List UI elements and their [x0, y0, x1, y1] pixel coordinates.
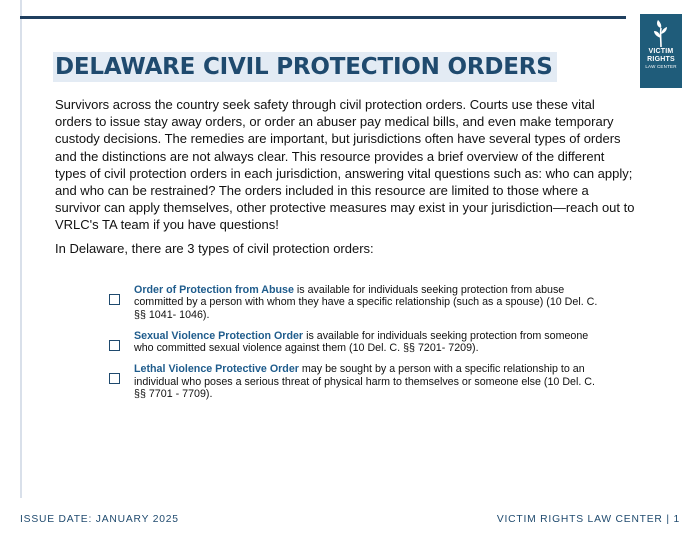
order-item — [109, 284, 609, 321]
header-rule — [20, 16, 626, 19]
order-description: is available for individuals seeking protection from abuse committed by a person with whom they have a specific relationship (such as a spouse) (10 Del. C. §§ 1041- 1046). — [134, 284, 598, 321]
issue-date: ISSUE DATE: JANUARY 2025 — [20, 514, 179, 525]
checkbox[interactable] — [109, 373, 120, 384]
flower-icon — [650, 18, 672, 48]
page-title: DELAWARE CIVIL PROTECTION ORDERS — [53, 52, 557, 82]
order-title: Sexual Violence Protection Order — [134, 329, 304, 342]
checkbox[interactable] — [109, 340, 120, 351]
brand-logo — [640, 14, 682, 88]
order-item — [109, 363, 609, 400]
order-description: is available for individuals seeking protection from someone who committed sexual violence against them (10 Del. C. §§ 7201- 7209). — [134, 329, 589, 355]
logo-line-victim: VICTIM — [648, 48, 674, 55]
order-count-sentence: In Delaware, there are 3 types of civil protection orders: — [55, 241, 374, 256]
order-title: Order of Protection from Abuse — [134, 284, 294, 296]
checkbox[interactable] — [109, 294, 120, 305]
order-description: may be sought by a person with a specific relationship to an individual who poses a serious threat of physical harm to themselves or someone else (10 Del. C. §§ 7701 - 7709). — [134, 363, 595, 401]
logo-line-law-center: LAW CENTER — [645, 64, 677, 69]
page-footer-label: VICTIM RIGHTS LAW CENTER | 1 — [496, 514, 680, 525]
logo-line-rights: RIGHTS — [647, 56, 675, 63]
order-title: Lethal Violence Protective Order — [134, 363, 299, 376]
left-margin-rule — [20, 0, 22, 498]
order-list — [109, 284, 609, 400]
order-item — [109, 330, 609, 355]
intro-paragraph: Survivors across the country seek safety through civil protection orders. Courts use these vital orders to issue stay away orders, or order an abuser pay medical bills, and even make temporary custody decisions. The remedies are important, but jurisdictions often have several types of orders and the distinctions are not always clear. This resource provides a brief overview of the different types of civil protection orders in each jurisdiction, answering vital questions such as: who can apply; and who can be restrained? The orders included in this resource are limited to those where a survivor can apply themselves, other protective measures may exist in your jurisdiction—reach out to VRLC's TA team if you have questions! — [55, 97, 635, 233]
